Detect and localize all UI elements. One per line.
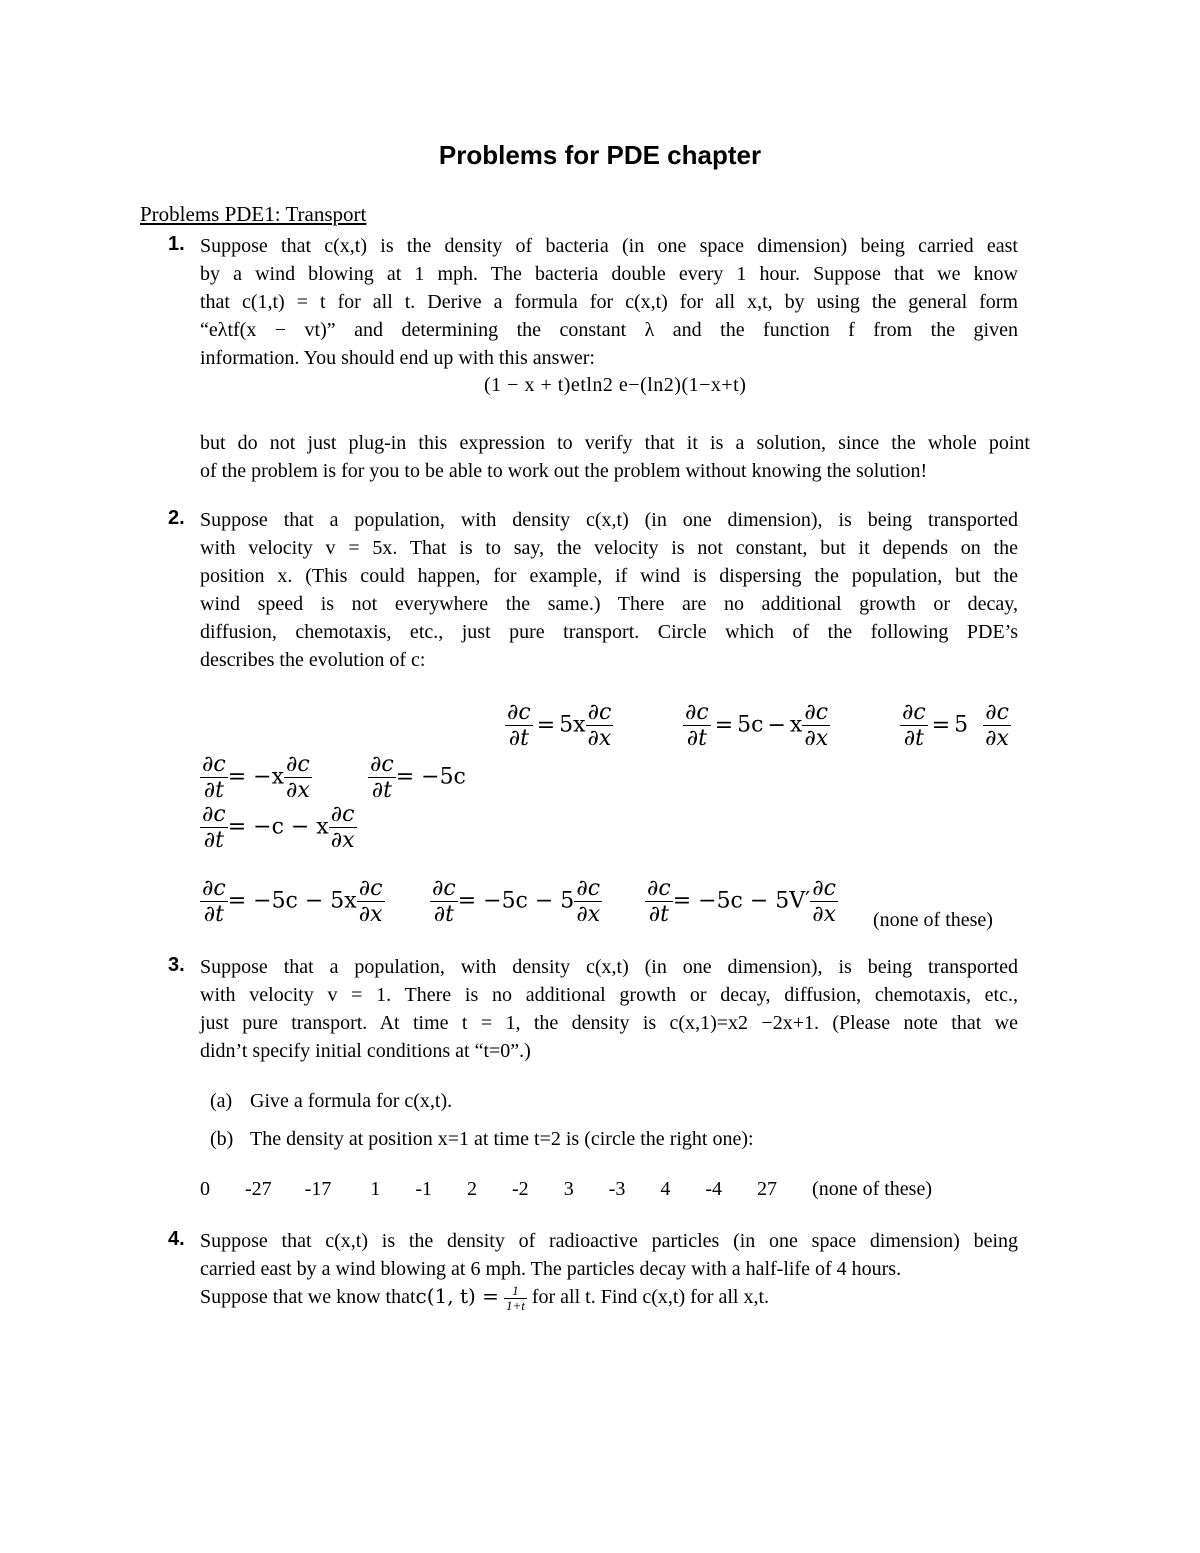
pde-rhs: = −c − x: [227, 814, 329, 840]
pde-option-c[interactable]: [900, 700, 1011, 751]
numerator: ∂c: [576, 876, 601, 901]
problem-2-line: diffusion, chemotaxis, etc., just pure transport. Circle which of the following PDE’s: [200, 621, 1018, 643]
pde-rhs: = −5c − 5x: [227, 888, 357, 914]
problem-4-number: 4.: [168, 1228, 185, 1250]
denominator: ∂t: [430, 901, 458, 927]
problem-3-line: with velocity v = 1. There is no additional growth or decay, diffusion, chemotaxis, etc.,: [200, 984, 1018, 1006]
numerator: ∂c: [812, 876, 836, 901]
answer-choice[interactable]: -17: [304, 1178, 332, 1200]
numerator: ∂c: [202, 802, 226, 827]
denominator: ∂t: [200, 827, 228, 853]
pde-rhs: 5x: [559, 712, 586, 738]
problem-1-note: but do not just plug-in this expression to verify that it is a solution, since the whole point: [200, 432, 1030, 454]
denominator: ∂x: [285, 778, 310, 803]
numerator: 1: [512, 1282, 519, 1298]
problem-2-line: Suppose that a population, with density c(x,t) (in one dimension), is being transported: [200, 509, 1018, 531]
problem-3-line: Suppose that a population, with density c(x,t) (in one dimension), is being transported: [200, 956, 1018, 978]
part-b-label: (b): [210, 1128, 234, 1150]
denominator: ∂t: [368, 777, 396, 803]
part-b-text: The density at position x=1 at time t=2 is (circle the right one):: [250, 1128, 754, 1150]
answer-choice[interactable]: -2: [512, 1178, 529, 1200]
problem-2-line: position x. (This could happen, for example, if wind is dispersing the population, but the: [200, 565, 1018, 587]
numerator: ∂c: [202, 752, 226, 777]
problem-4-last-line: [200, 1282, 769, 1313]
problem-1-line: information. You should end up with this answer:: [200, 347, 595, 369]
problem-3-line: just pure transport. At time t = 1, the density is c(x,1)=x2 −2x+1. (Please note that we: [200, 1012, 1018, 1034]
choice-list: [200, 1178, 932, 1201]
numerator: ∂c: [202, 876, 226, 901]
denominator: ∂t: [505, 725, 533, 751]
numerator: ∂c: [804, 700, 829, 725]
pde-option-d[interactable]: [200, 752, 312, 803]
problem-4-text: for all t. Find c(x,t) for all x,t.: [531, 1286, 769, 1308]
denominator: ∂t: [200, 901, 228, 927]
denominator: ∂t: [645, 901, 673, 927]
pde-rhs: 5: [954, 712, 969, 738]
denominator: ∂x: [587, 726, 612, 751]
numerator: ∂c: [985, 700, 1009, 725]
answer-choice[interactable]: 3: [563, 1178, 574, 1200]
problem-4-text: Suppose that we know that: [200, 1286, 416, 1308]
denominator: ∂t: [900, 725, 928, 751]
pde-option-i[interactable]: [645, 876, 838, 927]
denominator: ∂t: [200, 777, 228, 803]
pde-rhs: = −5c: [395, 764, 466, 790]
problem-1-answer: (1 − x + t)etln2 e−(ln2)(1−x+t): [484, 374, 747, 396]
answer-choice[interactable]: 0: [200, 1178, 210, 1200]
equals-sign: =: [931, 712, 951, 738]
answer-choice[interactable]: 27: [757, 1178, 778, 1200]
pde-option-h[interactable]: [430, 876, 602, 927]
numerator: ∂c: [358, 876, 383, 901]
pde-rhs: 5c: [737, 712, 764, 738]
answer-choice[interactable]: -3: [608, 1178, 626, 1200]
problem-3-line: didn’t specify initial conditions at “t=0”.): [200, 1040, 531, 1062]
answer-choice[interactable]: -4: [705, 1178, 723, 1200]
problem-2-number: 2.: [168, 507, 185, 529]
equals-sign: =: [714, 712, 734, 738]
pde-rhs: = −5c − 5V′: [672, 888, 811, 914]
answer-choice[interactable]: (none of these): [812, 1178, 932, 1200]
problem-1-line: “eλtf(x − vt)” and determining the constant λ and the function f from the given: [200, 319, 1018, 341]
pde-option-none[interactable]: (none of these): [873, 909, 993, 931]
numerator: ∂c: [902, 700, 926, 725]
pde-rhs: = −5c − 5: [457, 888, 575, 914]
pde-option-a[interactable]: [505, 700, 613, 751]
problem-4-line: carried east by a wind blowing at 6 mph. The particles decay with a half-life of 4 hours.: [200, 1258, 902, 1280]
problem-3-number: 3.: [168, 954, 185, 976]
denominator: ∂t: [683, 725, 711, 751]
denominator: ∂x: [985, 726, 1009, 751]
part-a-text: Give a formula for c(x,t).: [250, 1090, 453, 1112]
numerator: ∂c: [507, 700, 531, 725]
problem-2-line: with velocity v = 5x. That is to say, the velocity is not constant, but it depends on the: [200, 537, 1018, 559]
problem-1-line: by a wind blowing at 1 mph. The bacteria double every 1 hour. Suppose that we know: [200, 263, 1018, 285]
minus-sign: −: [767, 712, 786, 738]
section-heading: Problems PDE1: Transport: [140, 202, 367, 226]
answer-choice[interactable]: -1: [415, 1178, 433, 1200]
denominator: ∂x: [576, 902, 601, 927]
answer-choice[interactable]: 4: [660, 1178, 671, 1200]
numerator: ∂c: [432, 876, 456, 901]
pde-option-e[interactable]: [368, 752, 466, 803]
pde-rhs: = −x: [227, 764, 284, 790]
problem-1-number: 1.: [168, 233, 185, 255]
equals-sign: =: [536, 712, 556, 738]
numerator: ∂c: [647, 876, 671, 901]
denominator: ∂x: [358, 902, 383, 927]
denominator: ∂x: [812, 902, 836, 927]
numerator: ∂c: [685, 700, 709, 725]
denominator: ∂x: [330, 828, 355, 853]
problem-1-line: Suppose that c(x,t) is the density of bacteria (in one space dimension) being carried east: [200, 235, 1018, 257]
answer-choice[interactable]: 1: [370, 1178, 381, 1200]
answer-choice[interactable]: 2: [467, 1178, 478, 1200]
pde-rhs: x: [789, 712, 803, 738]
numerator: ∂c: [286, 752, 310, 777]
initial-condition: c(1, t) =: [415, 1284, 499, 1308]
answer-choice[interactable]: -27: [245, 1178, 272, 1200]
numerator: ∂c: [330, 802, 355, 827]
pde-option-f[interactable]: [200, 802, 357, 853]
part-a-label: (a): [210, 1090, 233, 1112]
problem-1-line: that c(1,t) = t for all t. Derive a formula for c(x,t) for all x,t, by using the general form: [200, 291, 1018, 313]
pde-option-b[interactable]: [683, 700, 830, 751]
problem-1-note: of the problem is for you to be able to work out the problem without knowing the solution!: [200, 460, 928, 482]
fraction: [504, 1284, 527, 1313]
page-title: Problems for PDE chapter: [438, 140, 762, 170]
numerator: ∂c: [587, 700, 612, 725]
problem-4-line: Suppose that c(x,t) is the density of radioactive particles (in one space dimension) being: [200, 1230, 1018, 1252]
pde-option-g[interactable]: [200, 876, 385, 927]
problem-2-line: wind speed is not everywhere the same.) There are no additional growth or decay,: [200, 593, 1018, 615]
denominator: ∂x: [804, 726, 829, 751]
denominator: 1+t: [505, 1297, 525, 1313]
numerator: ∂c: [370, 752, 394, 777]
problem-2-line: describes the evolution of c:: [200, 649, 426, 671]
